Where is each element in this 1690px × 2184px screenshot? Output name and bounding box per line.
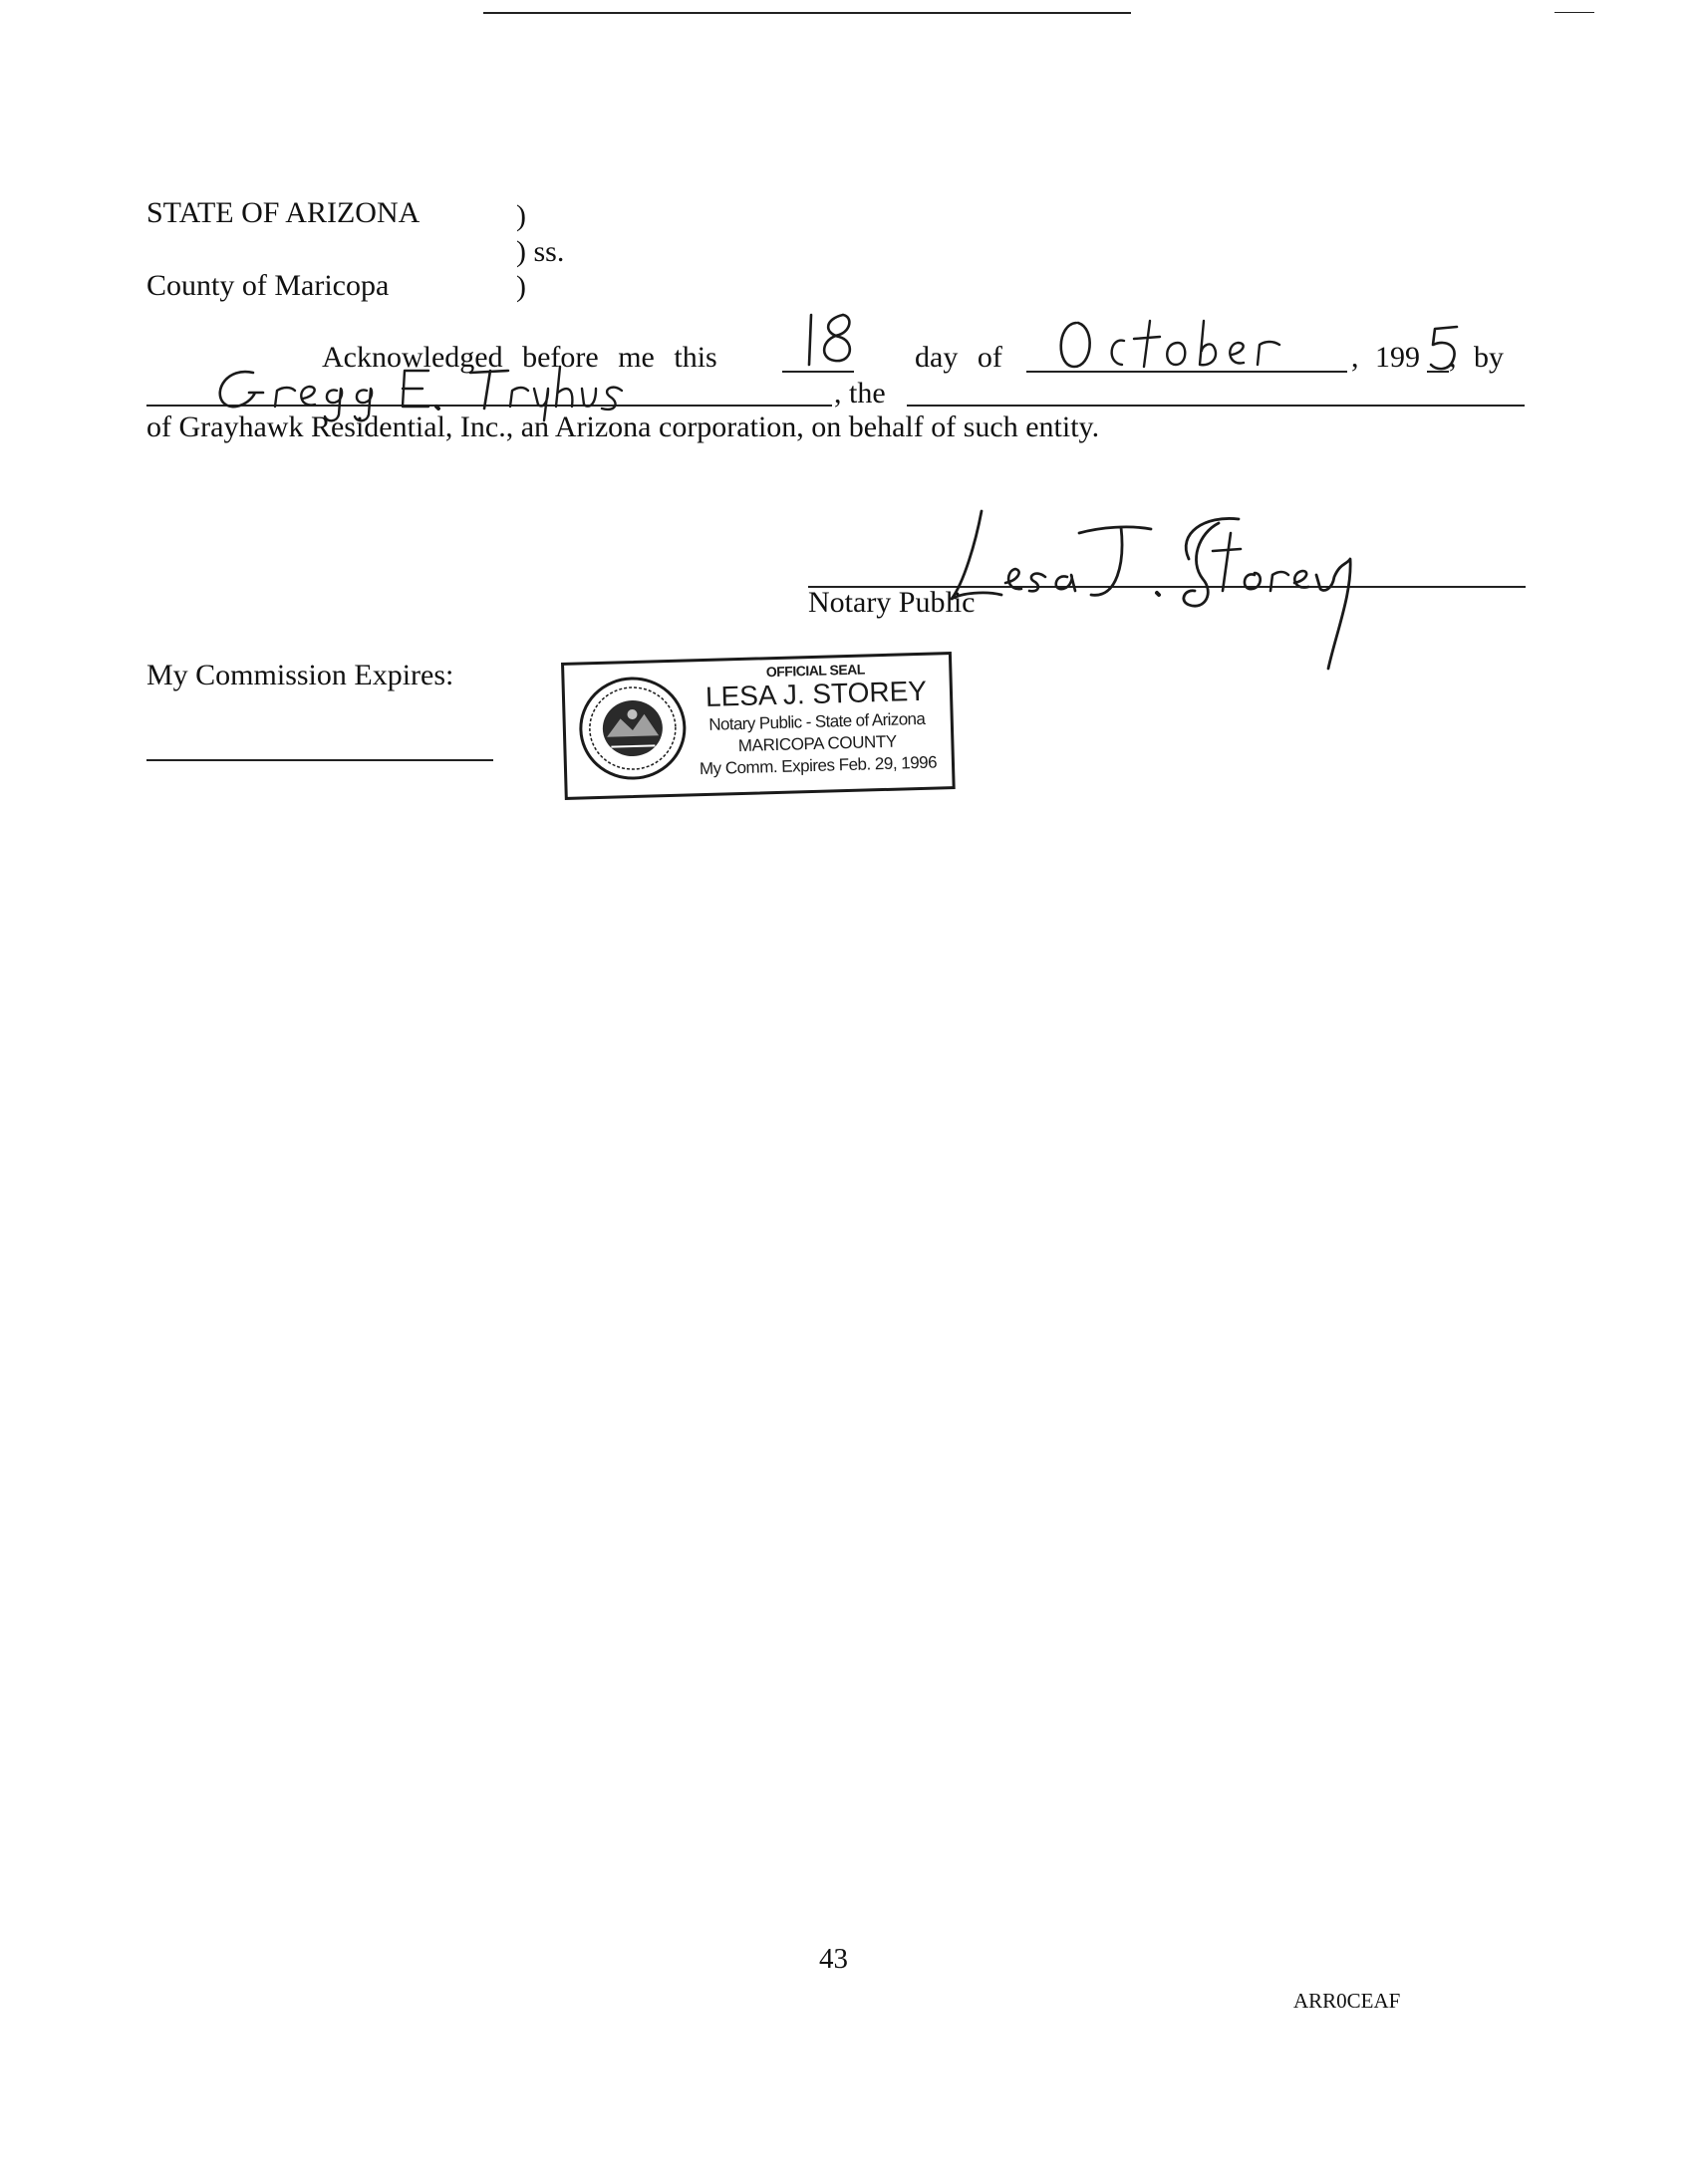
- page-number: 43: [819, 1943, 848, 1975]
- ack-day-of: day of: [915, 341, 1002, 374]
- top-scan-rule: [483, 12, 1131, 14]
- ack-comma: ,: [1351, 341, 1359, 374]
- venue-bracket-bottom: ): [516, 270, 526, 303]
- notary-signature: [942, 503, 1390, 673]
- top-scan-rule-right: [1554, 12, 1594, 13]
- venue-bracket-ss: ) ss.: [516, 235, 565, 268]
- handwritten-day: [805, 309, 861, 369]
- notary-public-label: Notary Public: [808, 586, 976, 619]
- handwritten-month: [1054, 317, 1303, 373]
- handwritten-year-digit: [1427, 323, 1463, 375]
- state-seal-icon: [575, 673, 690, 783]
- ack-year-prefix: 199: [1375, 341, 1420, 374]
- stamp-line-county: MARICOPA COUNTY: [737, 731, 898, 756]
- document-code: ARR0CEAF: [1293, 1989, 1401, 2013]
- ack-entity-line: of Grayhawk Residential, Inc., an Arizona corporation, on behalf of such entity.: [146, 410, 1100, 443]
- day-blank: [782, 371, 854, 373]
- stamp-line-notary: Notary Public - State of Arizona: [708, 708, 926, 734]
- ack-lead: Acknowledged before me this: [322, 341, 717, 374]
- venue-county: County of Maricopa: [146, 269, 390, 302]
- ack-by: , by: [1449, 341, 1504, 374]
- ack-the: , the: [834, 377, 886, 410]
- notary-stamp: [561, 652, 956, 800]
- commission-blank: [146, 759, 493, 761]
- venue-bracket-top: ): [516, 199, 526, 232]
- stamp-name: LESA J. STOREY: [704, 675, 928, 712]
- venue-state: STATE OF ARIZONA: [146, 196, 421, 229]
- commission-label: My Commission Expires:: [146, 659, 454, 691]
- stamp-heading: OFFICIAL SEAL: [765, 661, 866, 681]
- stamp-line-expires: My Comm. Expires Feb. 29, 1996: [699, 752, 938, 779]
- title-blank: [907, 405, 1525, 407]
